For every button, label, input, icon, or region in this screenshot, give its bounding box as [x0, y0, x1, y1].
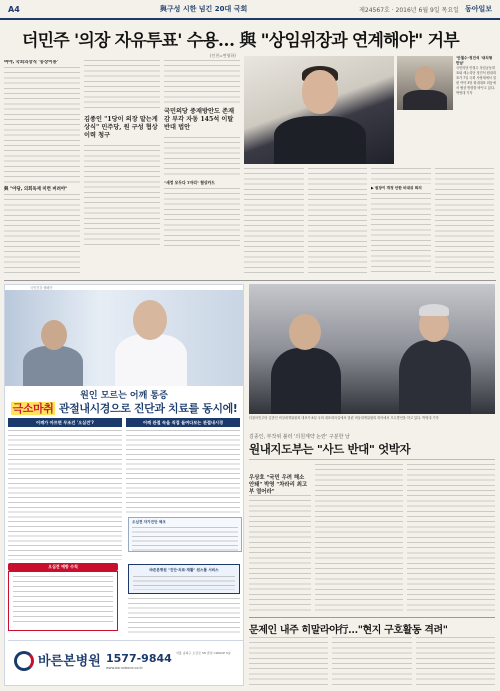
article2-divider	[249, 459, 495, 460]
hospital-website: www.barunbone.co.kr	[106, 666, 143, 670]
article1-column-3	[164, 60, 240, 270]
ad-patient-body	[23, 346, 83, 386]
article2-text-column-3	[407, 464, 495, 614]
page-header	[0, 0, 500, 20]
article2-text-column-2	[315, 464, 403, 614]
hospital-logo-bar	[8, 640, 244, 684]
ad-tip-items	[13, 576, 113, 626]
section-divider	[4, 280, 496, 281]
ad-service-box	[128, 564, 240, 594]
meeting-photo-person-2-hair	[419, 304, 449, 316]
article2-text-column-1	[249, 495, 311, 613]
ad-checklist-box	[128, 517, 242, 552]
photo-caption	[456, 56, 496, 96]
meeting-photo-person-1-body	[271, 348, 341, 414]
ad-question-2: 어깨 관절 속을 직접 들여다보는 관절내시경	[126, 418, 240, 427]
ad-label: 국민건강 캠페인	[30, 286, 53, 290]
inset-photo-suit	[403, 90, 447, 110]
ad-patient-face	[41, 320, 67, 350]
article2-headline: 원내지도부는 "사드 반대" 엇박자	[249, 442, 411, 456]
article1-subhead-3: 국민의당 중재방안도 존재감 부각 자동 145석 이탈 반대 법안	[164, 108, 235, 132]
meeting-photo-person-1-face	[289, 314, 321, 350]
ad-headline-small: 원인 모르는 어깨 통증	[80, 391, 168, 401]
ad-service-items	[133, 576, 235, 590]
main-headline: 더민주 '의장 자유투표' 수용… 與 "상임위장과 연계해야" 거부	[22, 31, 459, 51]
body-text-block	[371, 193, 431, 276]
article1-subhead-5: ▶ 원장이 개정 안한 비대위 회의	[371, 186, 422, 190]
article2-subhead: 우상호 "국민 우려 해소 안돼" 박영 "차라리 최고부 열어라"	[249, 475, 308, 496]
ad-tip-header: 오십견 예방 수칙	[8, 563, 118, 571]
politician-photo	[244, 56, 394, 164]
photo-caption-body: 국민의당 안철수 상임공동대표와 새누리당 정진석 원내대표가 7일 국회 사랑재에서 열린 여야 3당 원내대표 회동에서 협상 방향을 바꾸고 있다.	[456, 66, 496, 90]
hospital-name: 바른본병원	[38, 654, 101, 669]
body-text-block	[164, 188, 240, 246]
article3-divider	[249, 617, 495, 618]
article1-subhead-1: 여야, 국회의장직 '동상이몽'	[4, 60, 59, 65]
article3-text-column	[332, 637, 411, 687]
body-text-block	[371, 168, 431, 184]
article3-text-column	[249, 637, 328, 687]
body-text-block	[164, 60, 240, 104]
ad-doctor-face	[133, 300, 167, 340]
section-title: 與구성 시한 넘긴 20대 국회	[159, 5, 248, 13]
article2-photo-caption	[249, 416, 495, 421]
ad-question-1: 어깨가 아프면 무조건 '오십견'?	[8, 418, 122, 427]
newspaper-brand: 동아일보	[464, 5, 492, 13]
inset-photo	[397, 56, 453, 110]
ad-headline-highlight: 극소마취	[12, 402, 54, 415]
ad-checklist-title: 오십견 자가진단 체크	[132, 520, 166, 524]
body-text-block	[4, 194, 80, 274]
body-text-block	[308, 168, 368, 276]
body-text-block	[244, 168, 304, 276]
article3-columns	[249, 637, 495, 687]
ad-text-column-2	[126, 430, 240, 514]
body-text-block	[84, 145, 160, 249]
ad-checklist-items	[132, 527, 238, 551]
ad-text-column-1	[8, 430, 122, 560]
hospital-phone: 1577-9844	[106, 652, 172, 665]
ad-tip-box	[8, 571, 118, 631]
article1-column-1	[4, 60, 80, 276]
ad-photo	[5, 290, 243, 386]
body-text-block	[4, 67, 80, 183]
ad-doctor-coat	[115, 334, 187, 386]
article3-text-column	[416, 637, 495, 687]
photo-subject-suit	[274, 116, 366, 164]
article1-subhead-2: 與 "야당, 의회독재 미련 버려야"	[4, 187, 68, 193]
body-text-column	[371, 168, 431, 276]
hospital-address: 서울 송파구 오금로 58 잠실 I-SPACE 5층	[176, 651, 231, 655]
article1-lower-columns	[244, 168, 494, 276]
issue-date: 제24567호 · 2016년 6월 9일 목요일	[359, 6, 459, 14]
body-text-block	[84, 60, 160, 112]
ad-headline-rest: 관절내시경으로 진단과 치료를 동시에!	[58, 402, 238, 415]
page-number: A4	[8, 4, 20, 14]
byline: (인천=변영하)	[210, 53, 236, 58]
meeting-photo-person-2-body	[399, 340, 471, 414]
article1-subhead-4: "새정 모두다 7자리" 협상카드	[164, 179, 215, 185]
hospital-logo-icon	[14, 651, 34, 671]
meeting-photo	[249, 284, 495, 414]
inset-photo-face	[415, 66, 435, 90]
article2-kicker: 김종인, 부작위 불러 '의원계약 논란' 구분한 날	[249, 434, 350, 440]
article3-headline: 문제인 내주 히말라야行…"현지 구호활동 격려"	[249, 625, 448, 636]
body-text-block	[435, 168, 495, 276]
photo-credit: 박영대 기자	[456, 91, 473, 95]
pull-quote: 김종인 "1당이 의장 맡는게 상식" 민주당, 원 구성 협상 이력 청구	[84, 116, 158, 140]
photo-subject-face	[302, 70, 338, 114]
body-text-block	[164, 137, 240, 177]
ad-headline-big	[8, 400, 240, 416]
ad-service-title: 바른본병원 "진단·치료·재활" 원스톱 서비스	[149, 568, 219, 572]
photo-caption-title: '안철수-정진석 '대치형 만남'	[456, 56, 493, 65]
article1-column-2	[84, 60, 160, 270]
article2-caption-text: 더불어민주당 김종인 비상대책위원회 대표가 8일 국회 대표회의실에서 열린 비상대책위원회 회의에서 모두발언을 하고 있다.	[249, 416, 422, 420]
article2-photo-credit: 박영대 기자	[422, 416, 439, 420]
ad-text-column-3	[128, 598, 240, 636]
